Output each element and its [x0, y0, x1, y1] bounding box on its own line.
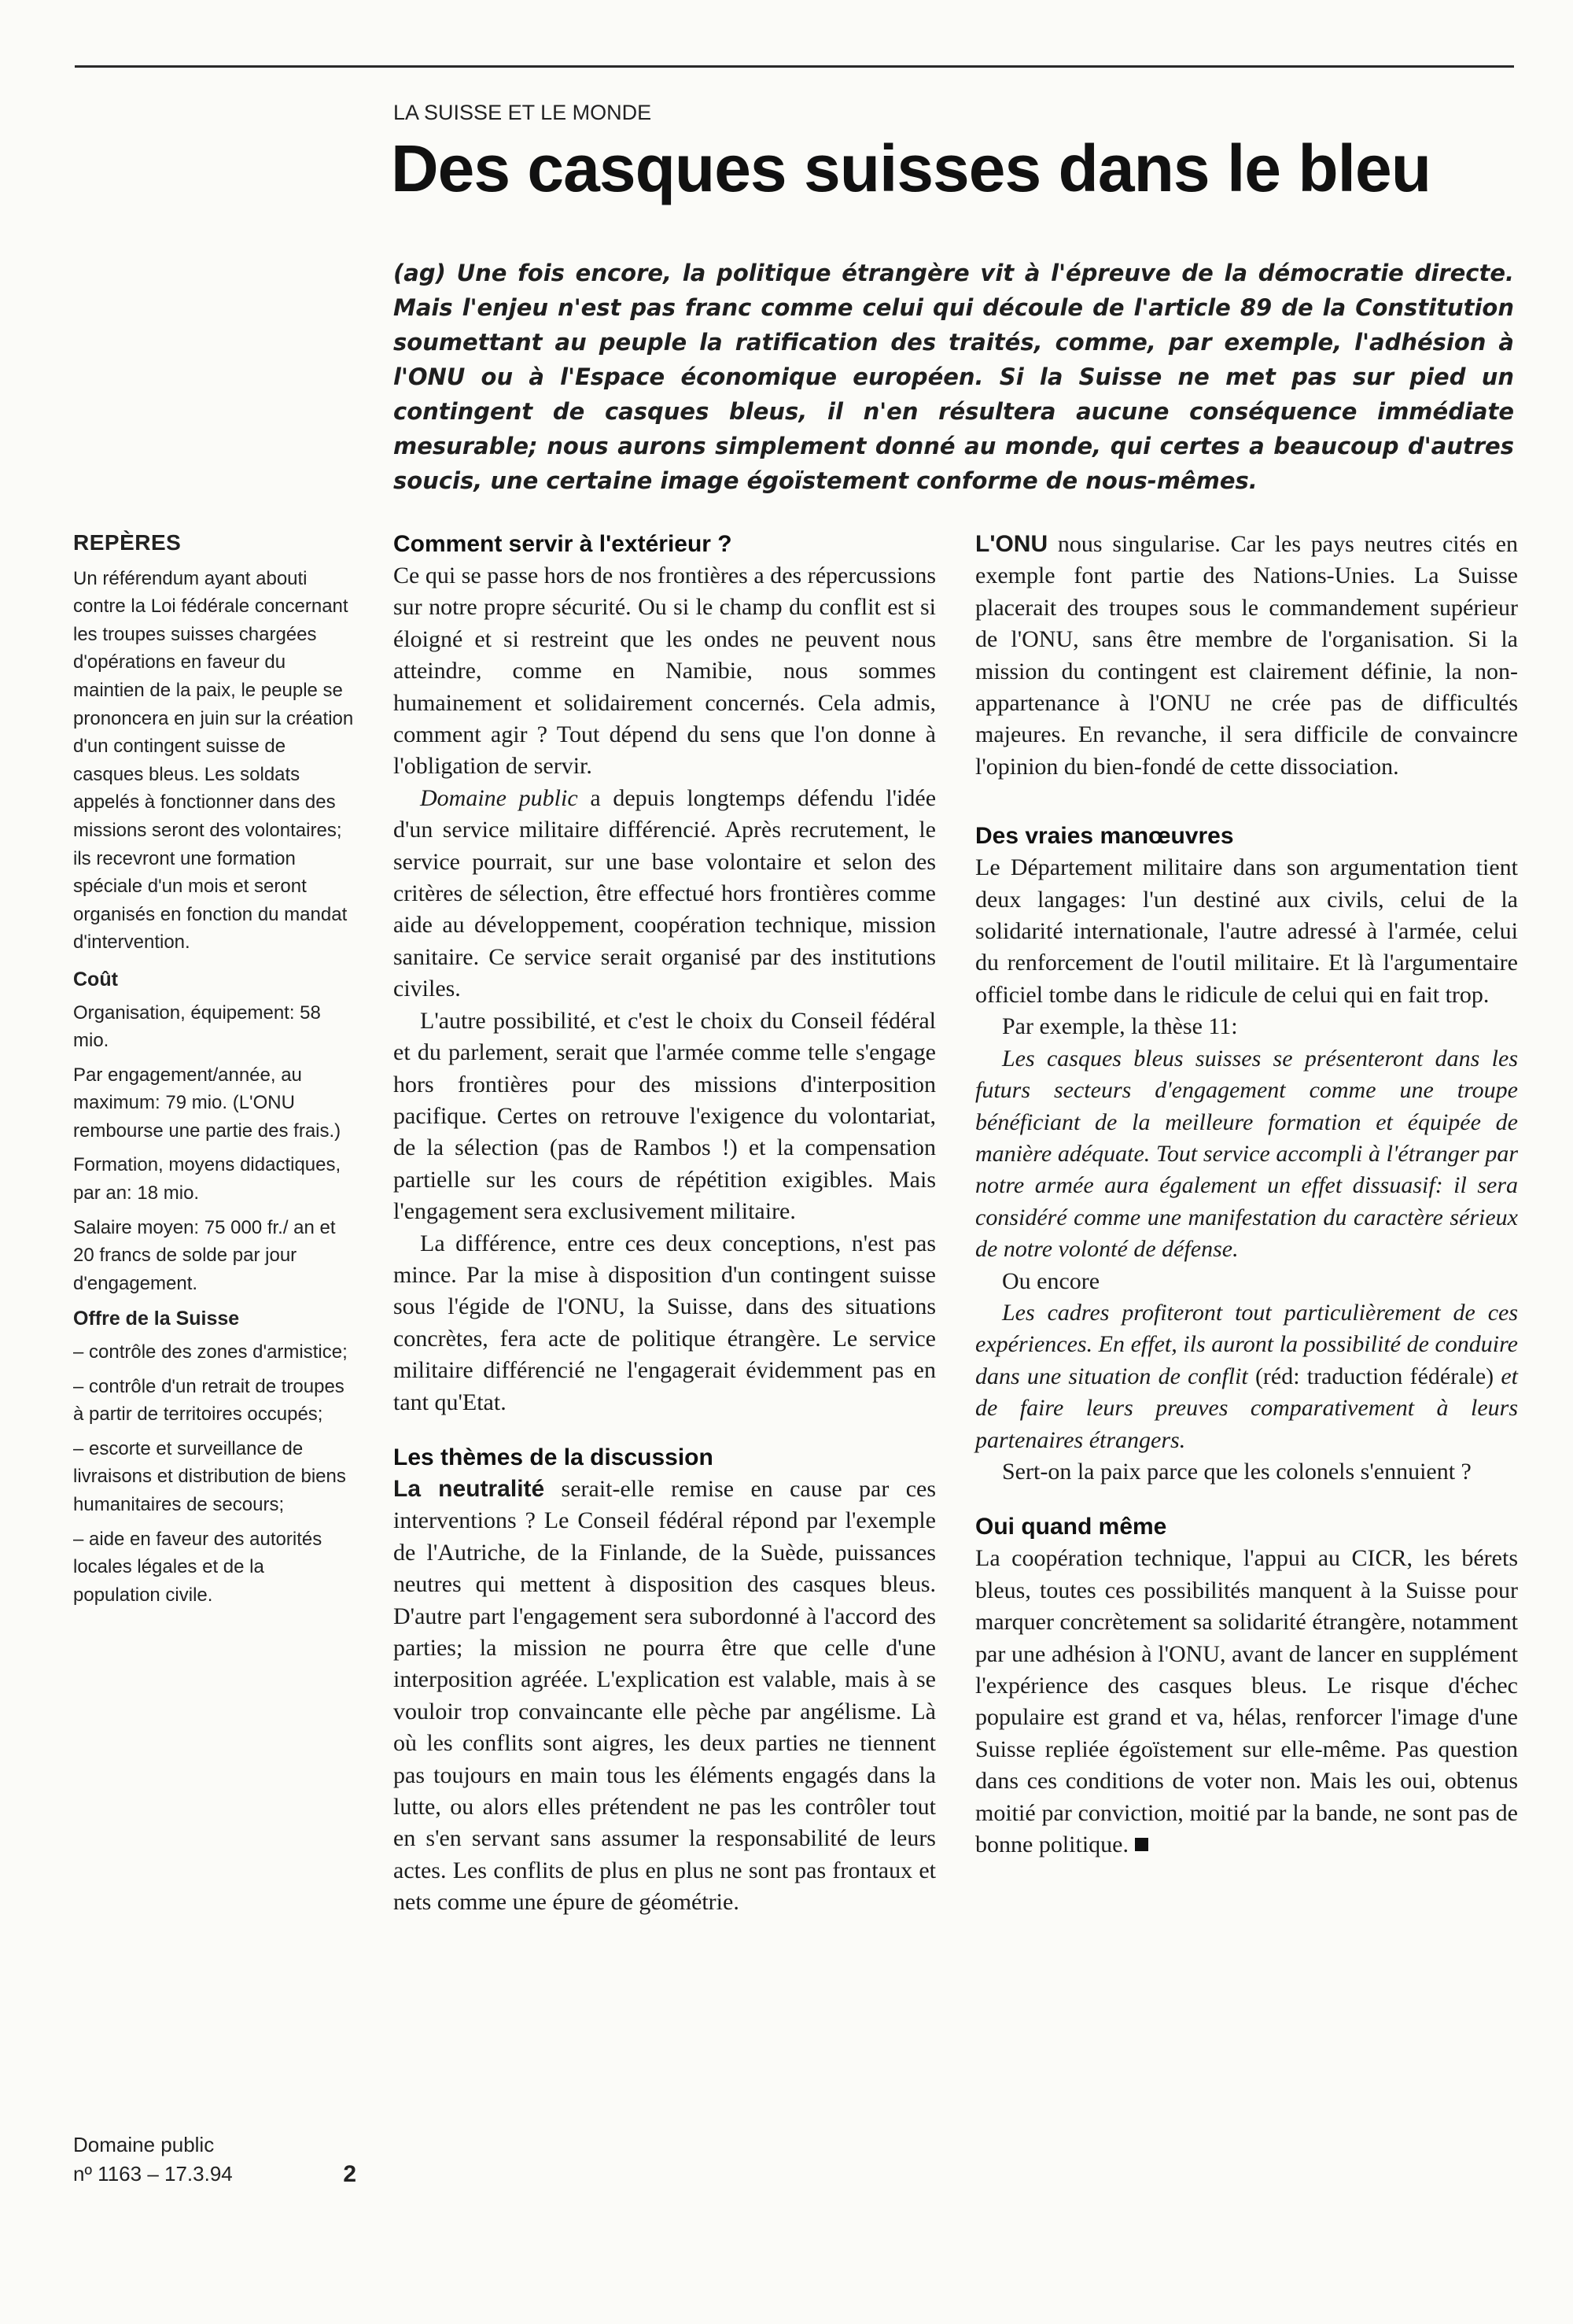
paragraph: La différence, entre ces deux conceptions, n'est pas mince. Par la mise à disposition d'un contingent suisse sous l'égide de l'ONU, la Suisse, dans des situations concrètes, fera acte de politique étrangère. Le service militaire différencié ne l'engagerait évidemment pas en tant qu'Etat.: [393, 1230, 936, 1415]
section-heading: Oui quand même: [975, 1514, 1167, 1540]
page-footer: [73, 2130, 356, 2189]
sidebar-reperes: [73, 529, 356, 1615]
offer-item: – escorte et surveillance de livraisons et distribution de biens humanitaires de secours;: [73, 1437, 346, 1515]
quote: Les casques bleus suisses se présenteront dans les futurs secteurs d'engagement comme une troupe bénéficiant de la meilleure formation et équipée de manière adéquate. Tout service accompli à l'étranger par notre armée aura également un effet dissuasif: il sera considéré comme une manifestation du caractère sérieux de notre volonté de défense.: [975, 1045, 1518, 1263]
cost-item: Salaire moyen: 75 000 fr./ an et 20 francs de solde par jour d'engagement.: [73, 1216, 336, 1294]
lead-in: La neutralité: [393, 1475, 545, 1502]
sidebar-intro: Un référendum ayant abouti contre la Loi fédérale concernant les troupes suisses chargées d'opérations en faveur du maintien de la paix, le peuple se prononcera en juin sur la création d'un contingent suisse de casques bleus. Les soldats appelés à fonctionner dans des missions seront des volontaires; ils recevront une formation spéciale d'un mois et seront organisés en fonction du mandat d'intervention.: [73, 567, 354, 954]
page-number: 2: [343, 2161, 356, 2187]
cost-item: Organisation, équipement: 58 mio.: [73, 1002, 321, 1052]
spacer: [975, 1488, 1518, 1511]
offer-item: – contrôle d'un retrait de troupes à partir de territoires occupés;: [73, 1375, 344, 1426]
offer-heading: Offre de la Suisse: [73, 1308, 240, 1330]
top-rule: [75, 65, 1514, 68]
lead-in: L'ONU: [975, 531, 1048, 557]
cost-heading: Coût: [73, 968, 118, 990]
issue-info: nº 1163 – 17.3.94: [73, 2162, 233, 2186]
paragraph: Domaine public a depuis longtemps défendu l'idée d'un service militaire différencié. Après recrutement, le service pourrait, sur une base volontaire et selon des critères de sélection, être effectué hors frontières comme aide au développement, coopération technique, mission sanitaire. Ce service serait organisé par des institutions civiles.: [393, 784, 937, 1002]
paragraph: La coopération technique, l'appui au CICR, les bérets bleus, toutes ces possibilités manquent à la Suisse pour marquer concrètement sa solidarité étrangère, notamment par une adhésion à l'ONU, avant de lancer en supplément l'expérience des casques bleus. Le risque d'échec populaire est grand et va, hélas, renforcer l'image d'une Suisse repliée égoïstement sur elle-même. Pas question dans ces conditions de voter non. Mais les oui, obtenus moitié par conviction, moitié par la bande, ne sont pas de bonne politique.: [975, 1545, 1518, 1858]
paragraph: Par exemple, la thèse 11:: [1002, 1013, 1238, 1040]
publication-ref: Domaine public: [420, 784, 578, 811]
paragraph: Ou encore: [1002, 1267, 1100, 1294]
paragraph: L'ONU nous singularise. Car les pays neutres cités en exemple font partie des Nations-Unies. La Suisse placerait des troupes sous le commandement supérieur de l'ONU, sans être membre de l'organisation. Si la mission du contingent est clairement définie, la non-appartenance à l'ONU ne crée pas de difficultés majeures. En revanche, il sera difficile de convaincre l'opinion du bien-fondé de cette dissociation.: [975, 531, 1518, 780]
paragraph: Ce qui se passe hors de nos frontières a des répercussions sur notre propre sécurité. Ou si le champ du conflit est si éloigné et si restreint que les ondes ne peuvent nous atteindre, comme en Namibie, nous sommes humainement et solidairement concernés. Cela admis, comment agir ? Tout dépend du sens que l'on donne à l'obligation de servir.: [393, 563, 936, 780]
cost-item: Formation, moyens didactiques, par an: 18 mio.: [73, 1154, 341, 1204]
offer-item: – aide en faveur des autorités locales légales et de la population civile.: [73, 1528, 322, 1606]
sidebar-title: REPÈRES: [73, 530, 182, 555]
paragraph: Sert-on la paix parce que les colonels s'ennuient ?: [1002, 1458, 1472, 1485]
section-heading: Les thèmes de la discussion: [393, 1444, 713, 1470]
offer-item: – contrôle des zones d'armistice;: [73, 1341, 348, 1363]
section-heading: Des vraies manœuvres: [975, 823, 1234, 850]
section-heading: Comment servir à l'extérieur ?: [393, 531, 732, 557]
paragraph: La neutralité serait-elle remise en cause par ces interventions ? Le Conseil fédéral répond par l'exemple de l'Autriche, de la Finlande, de la Suède, puissances neutres qui mettent à disposition des casques bleus. D'autre part l'engagement sera subordonné à l'accord des parties; la mission ne pourra être que celle d'une interposition agréée. L'explication est valable, mais à se vouloir trop convaincante elle pèche par angélisme. Là où les conflits sont aigres, les deux parties ne tiennent pas toujours en main tous les éléments engagés dans la lutte, ou alors elles prétendent ne pas les contrôler tout en s'en servant sans assumer la responsabilité de leurs actes. Les conflits de plus en plus ne sont pas frontaux et nets comme une épure de géométrie.: [393, 1475, 936, 1916]
article-column-1: [393, 529, 936, 1919]
article-column-2: [975, 529, 1518, 1861]
section-kicker: LA SUISSE ET LE MONDE: [393, 101, 652, 124]
publication-name: Domaine public: [73, 2133, 215, 2156]
paragraph: L'autre possibilité, et c'est le choix du Conseil fédéral et du parlement, serait que l'armée comme telle s'engage hors frontières pour des missions d'interposition pacifique. Certes on retrouve l'exigence du volontariat, de la sélection (pas de Rambos !) et la compensation partielle sur les cours de répétition exigibles. Mais l'engagement sera exclusivement militaire.: [393, 1007, 936, 1225]
paragraph: Le Département militaire dans son argumentation tient deux langages: l'un destiné aux civils, celui de la solidarité internationale, l'autre adressé à l'armée, celui du renforcement de l'outil militaire. Et là l'argumentaire officiel tombe dans le ridicule de celui qui en fait trop.: [975, 854, 1518, 1008]
cost-item: Par engagement/année, au maximum: 79 mio. (L'ONU rembourse une partie des frais.): [73, 1064, 341, 1142]
page-title: Des casques suisses dans le bleu: [391, 131, 1431, 205]
quote: Les cadres profiteront tout particulièrement de ces expériences. En effet, ils auront la possibilité de conduire dans une situation de conflit (réd: traduction fédérale) et de faire leurs preuves comparativement à leurs partenaires étrangers.: [975, 1299, 1518, 1453]
article-lead: (ag) Une fois encore, la politique étrangère vit à l'épreuve de la démocratie directe. Mais l'enjeu n'est pas franc comme celui qui découle de l'article 89 de la Constitution soumettant au peuple la ratification des traités, comme, par exemple, l'adhésion à l'ONU ou à l'Espace économique européen. Si la Suisse ne met pas sur pied un contingent de casques bleus, il n'en résultera aucune conséquence immédiate mesurable; nous aurons simplement donné au monde, qui certes a beaucoup d'autres soucis, une certaine image égoïstement conforme de nous-mêmes.: [393, 260, 1514, 494]
end-mark-icon: [1135, 1838, 1148, 1851]
spacer: [975, 783, 1518, 821]
spacer: [393, 1418, 936, 1442]
